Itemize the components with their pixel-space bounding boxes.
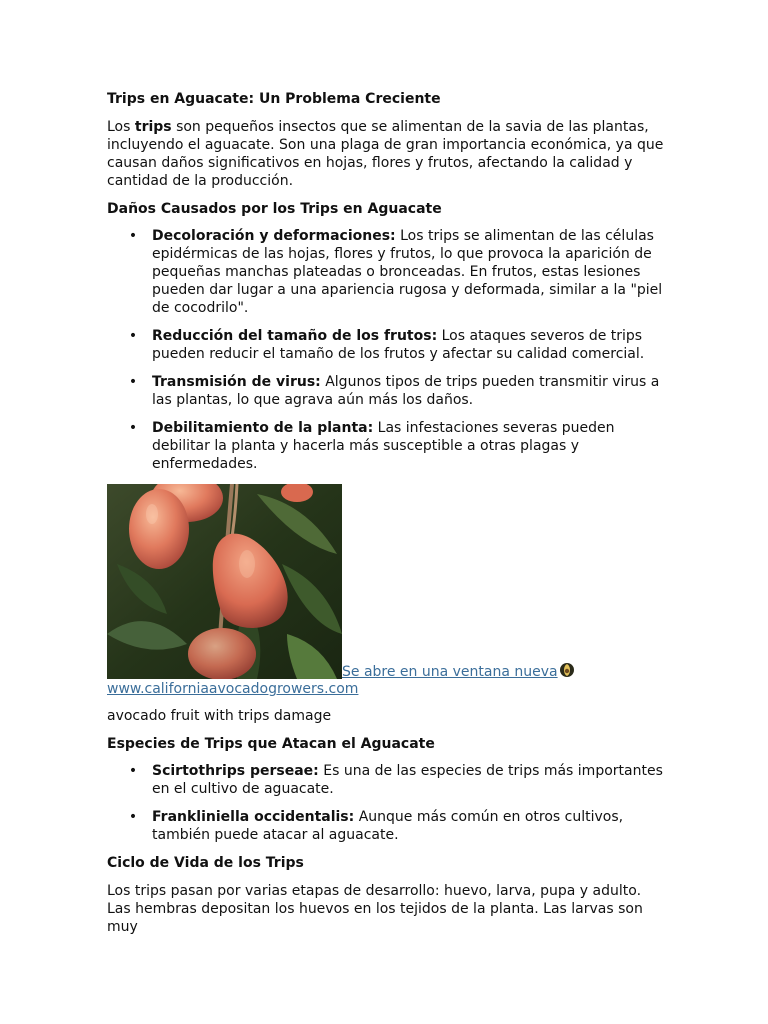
item-text: Es una de las especies de trips más importantes en el cultivo de aguacate. — [152, 763, 663, 797]
item-text: Los trips se alimentan de las células epidérmicas de las hojas, flores y frutos, lo que provoca la aparición de pequeñas manchas plateadas o bronceadas. En frutos, estas lesiones pueden dar lugar a una apariencia rugosa y deformada, similar a la "piel de cocodrilo". — [152, 228, 663, 316]
page-title: Trips en Aguacate: Un Problema Creciente — [107, 91, 441, 107]
bullet-icon: • — [128, 420, 138, 436]
bullet-icon: • — [128, 374, 138, 390]
list-item — [128, 373, 667, 409]
item-text: Las infestaciones severas pueden debilitar la planta y hacerla más susceptible a otras plagas y enfermedades. — [152, 420, 615, 472]
list-item — [128, 808, 667, 844]
item-text: Aunque más común en otros cultivos, también puede atacar al aguacate. — [152, 809, 624, 843]
item-term: Frankliniella occidentalis: — [152, 809, 355, 825]
damages-heading: Daños Causados por los Trips en Aguacate — [107, 201, 442, 217]
list-item — [128, 419, 667, 473]
list-item — [128, 327, 667, 363]
item-term: Decoloración y deformaciones: — [152, 228, 396, 244]
avocado-photo-art — [107, 484, 342, 679]
item-text: Los ataques severos de trips pueden reducir el tamaño de los frutos y afectar su calidad comercial. — [152, 328, 645, 362]
open-new-window-label: Se abre en una ventana nueva — [342, 664, 558, 680]
lifecycle-heading: Ciclo de Vida de los Trips — [107, 855, 304, 871]
item-term: Debilitamiento de la planta: — [152, 420, 374, 436]
intro-prefix: Los — [107, 119, 135, 135]
bullet-icon: • — [128, 809, 138, 825]
document-page — [107, 90, 667, 936]
avocado-photo[interactable] — [107, 484, 342, 679]
intro-paragraph — [107, 118, 667, 190]
species-heading: Especies de Trips que Atacan el Aguacate — [107, 736, 435, 752]
figure-caption: avocado fruit with trips damage — [107, 708, 332, 724]
source-domain-link[interactable]: www.californiaavocadogrowers.com — [107, 681, 359, 697]
intro-rest: son pequeños insectos que se alimentan de la savia de las plantas, incluyendo el aguacate. Son una plaga de gran importancia económica, ya que causan daños significativos en hojas, flores y frutos, afectando la calidad y cantidad de la producción. — [107, 119, 664, 189]
item-term: Transmisión de virus: — [152, 374, 321, 390]
bullet-icon: • — [128, 328, 138, 344]
avocado-icon — [559, 662, 575, 683]
lifecycle-paragraph: Los trips pasan por varias etapas de desarrollo: huevo, larva, pupa y adulto. Las hembras depositan los huevos en los tejidos de la planta. Las larvas son muy — [107, 883, 643, 935]
list-item — [128, 227, 667, 317]
bullet-icon: • — [128, 763, 138, 779]
item-term: Scirtothrips perseae: — [152, 763, 319, 779]
intro-bold: trips — [134, 119, 172, 135]
item-term: Reducción del tamaño de los frutos: — [152, 328, 438, 344]
item-text: Algunos tipos de trips pueden transmitir virus a las plantas, lo que agrava aún más los daños. — [152, 374, 660, 408]
figure — [107, 484, 667, 697]
open-new-window-link[interactable] — [342, 662, 575, 683]
list-item — [128, 762, 667, 798]
damages-list — [107, 227, 667, 473]
species-list — [107, 762, 667, 844]
bullet-icon: • — [128, 228, 138, 244]
